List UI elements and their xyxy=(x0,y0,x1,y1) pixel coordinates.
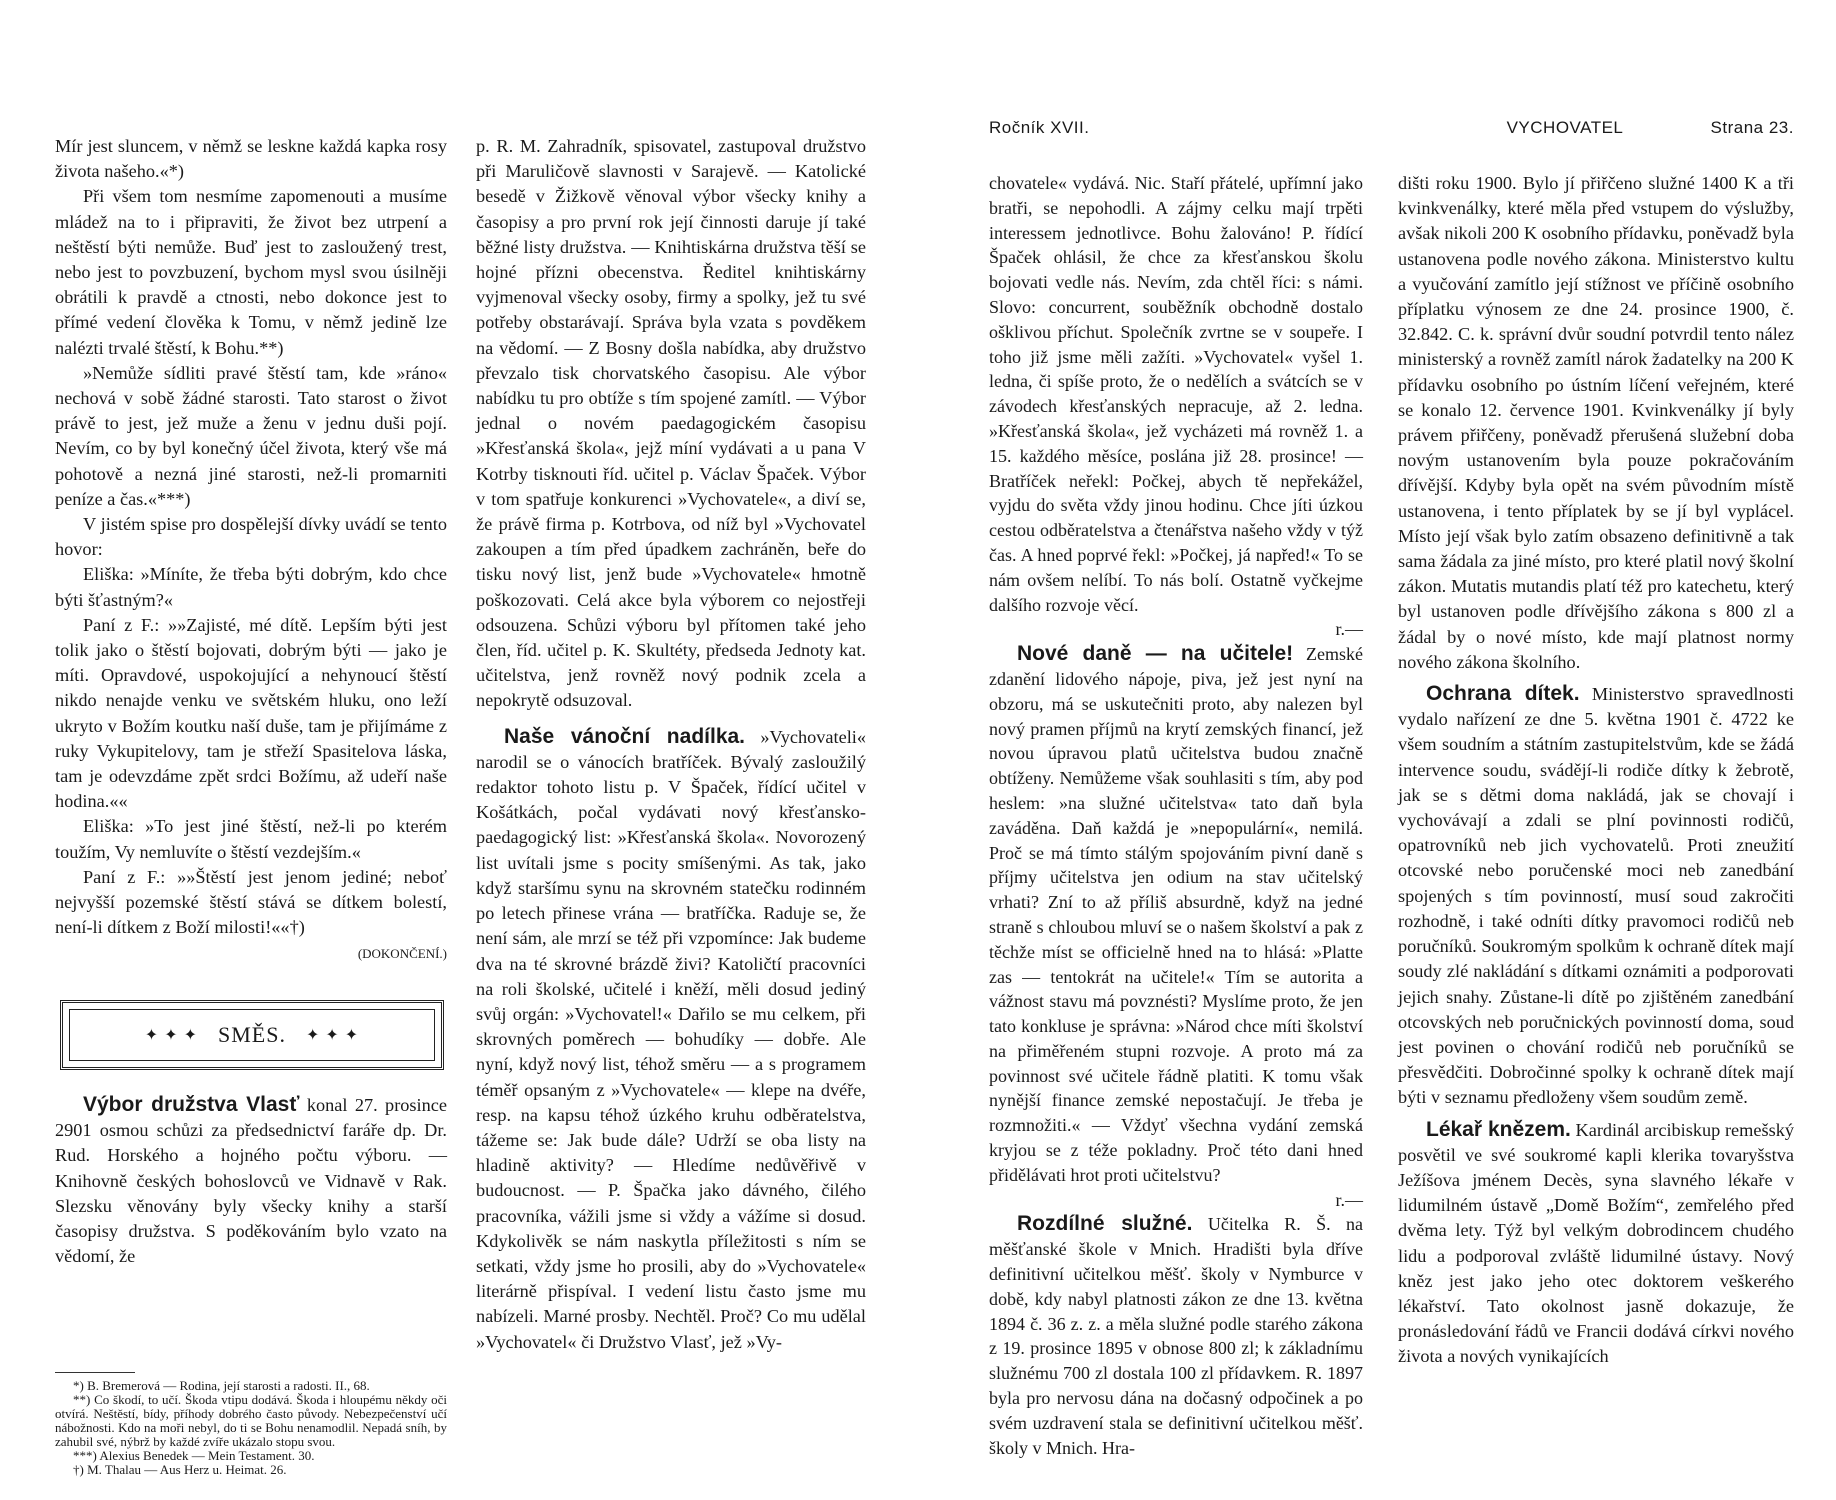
paragraph: Eliška: »To jest jiné štěstí, než-li po kterém toužím, Vy nemluvíte o štěstí vezdejším.« xyxy=(55,816,447,862)
column-3 xyxy=(989,171,1363,1460)
paragraph: p. R. M. Zahradník, spisovatel, zastupoval družstvo při Maruličově slavnosti v Sarajevě. — Katolické besedě v Žižkově věnoval výbor všecky knihy a časopisy a pro první rok její činnosti daruje jí také běžné listy družstva. — Knihtiskárna družstva těší se hojné přízni obecenstva. Ředitel knihtiskárny vyjmenoval všecky osoby, firmy a spolky, jež tu své potřeby obstarávají. Správa byla vzata s povděkem na vědomí. — Z Bosny došla nabídka, aby družstvo převzalo tisk chorvatského časopisu. Ale výbor nabídku tu pro obtíže s tím spojené zamítl. — Výbor jednal o novém paedagogickém časopisu »Křesťanská škola«, jejž míní vydávati a u pana V Kotrby tisknouti říd. učitel p. Václav Špaček. Výbor v tom spatřuje konkurenci »Vychovatele«, a diví se, že právě firma p. Kotrbova, od níž byl »Vychovatel zakoupen a tím před úpadkem zachráněn, beře do tisku nový list, jenž bude »Vychovatele« hmotně poškozovati. Celá akce byla výborem co nejostřeji odsouzena. Schůzi výboru byl přítomen také jeho člen, říd. učitel p. K. Skultéty, předseda Jednoty kat. učitelstva, jenž rovněž nový podnik zcela a nepokrytě odsuzoval. xyxy=(476,136,866,711)
news-text: »Vychovateli« narodil se o vánocích bratříček. Bývalý zasloužilý redaktor tohoto listu p. V Špaček, řídící učitel v Košátkách, počal vydávati nový křesťansko-paedagogický list: »Křesťanská škola«. Novorozený list uvítali jsme s pocity smíšenými. As tak, jako když staršímu synu na skrovném statečku rodinném po letech přinese vrána — bratříčka. Raduje se, že není sám, ale mrzí se též při vzpomínce: Jak budeme dva na té skrovné brázdě živi? Katoličtí pracovníci na roli školské, učitelé i kněží, měli dosud jediný svůj orgán: »Vychovatel!« Dařilo se mu celkem, při skrovných poměrech — bohudíky — dobře. Ale nyní, když nový list, téhož směru — a s programem téměř opsaným z »Vychovatele« — klepe na dvéře, resp. na kapsu téhož úzkého kruhu odběratelstva, tážeme se: Jak bude dále? Udrží se oba listy na hladině aktivity? — Hledíme nedůvěřivě v budoucnost. — P. Špačka jako dávného, čilého pracovníka, vážili jsme si vždy a vážíme si dosud. Kdykolivěk se nám naskytla příležitosti s ním se setkati, vždy jsme ho prosili, aby do »Vychovatele« literárně přispíval. I vedení listu často jsme mu nabízeli. Marné prosby. Nechtěl. Proč? Co mu udělal »Vychovatel« či Družstvo Vlasť, jež »Vy- xyxy=(476,726,866,1352)
column-4 xyxy=(1398,171,1794,1370)
paragraph: chovatele« vydává. Nic. Staří přátelé, upřímní jako bratři, se nepohodli. A zájmy celku mají trpěti interessem jednotlivce. Bohu žalováno! P. řídící Špaček ohlásil, že chce za křesťanskou školu bojovati vedle nás. Nevím, zda chtěl říci: s námi. Slovo: concurrent, souběžník obchodně dostalo ošklivou příchut. Společník zvrtne se v soupeře. I toho již jsme měli zažíti. »Vychovatel« vyšel 1. ledna, či spíše proto, že o nedělích a svátcích se v závodech křesťanských nepracuje, až 2. ledna. »Křesťanská škola«, jež vycházeti má rovněž 1. a 15. každého měsíce, poslána již 28. prosince! — Bratříček neřekl: Počkej, abych tě nepřekážel, vyjdu do světa vždy jinou hodinu. Chce jíti úzkou cestou odběratelstva a čtenářstva našeho vždy v týž čas. A hned poprvé řekl: »Počkej, já napřed!« To se nám ovšem nelíbí. To nás bolí. Ostatně vyčkejme dalšího rozvoje věcí. xyxy=(989,173,1363,615)
column-1 xyxy=(55,134,447,966)
footnotes xyxy=(55,1372,447,1477)
paragraph: dišti roku 1900. Bylo jí přiřčeno služné 1400 K a tři kvinkvenálky, které měla před vstupem do výslužby, avšak nikoli 200 K osobního přídavku, poněvadž byla ustanovena podle nového zákona. Ministerstvo kultu a vyučování zamítlo její stížnost ve příčině osobního příplatku výnosem ze dne 24. prosince 1900, č. 32.842. C. k. správní dvůr soudní potvrdil tento nález ministerský a rovněž zamítl nárok žadatelky na 200 K přídavku osobního po ústním líčení veřejném, které se konalo 12. července 1901. Kvinkvenálky jí byly právem přiřčeny, poněvadž přerušená služební doba novým ustanovením byla pouze pokračováním dřívější. Kdyby byla opět na svém původním místě ustanovena, i tento příplatek by se jí byl vyplácel. Místo její však bylo zatím obsazeno definitivně a tak sama žádala za jiné místo, pro které platil nový školní zákon. Mutatis mutandis platí též pro katechetu, který byl ustanoven podle dřívějšího zákona s 800 zl a žádal by o nové místo, kde mají platnost normy nového zákona školního. xyxy=(1398,173,1794,672)
signature: r.— xyxy=(1335,1189,1363,1210)
news-heading: Rozdílné služné. xyxy=(1017,1212,1193,1236)
news-heading: Ochrana dítek. xyxy=(1426,682,1580,706)
volume-label: Ročník XVII. xyxy=(989,118,1090,137)
footnote: ***) Alexius Benedek — Mein Testament. 30. xyxy=(73,1448,315,1463)
ornament-right: ✦ ✦ ✦ xyxy=(305,1027,360,1044)
news-item xyxy=(989,1212,1363,1460)
section-title: SMĚS. xyxy=(218,1022,286,1047)
news-text: konal 27. prosince 2901 osmou schůzi za předsednictví faráře dp. Dr. Rud. Horského a hojného počtu výboru. — Knihovně českých bohoslovců ve Vidnavě v Rak. Slezsku věnovány byly všecky knihy a starší časopisy družstva. S poděkováním bylo vzato na vědomí, že xyxy=(55,1095,447,1267)
news-heading: Výbor družstva Vlasť xyxy=(83,1093,300,1116)
ornament-left: ✦ ✦ ✦ xyxy=(144,1027,198,1044)
signature: r.— xyxy=(1335,619,1363,640)
paragraph: V jistém spise pro dospělejší dívky uvádí se tento hovor: xyxy=(55,514,447,560)
news-item xyxy=(476,724,866,1355)
news-item xyxy=(1398,1117,1794,1370)
page-number: Strana 23. xyxy=(1710,118,1794,137)
paragraph: Paní z F.: »»Zajisté, mé dítě. Lepším býti jest tolik jako o štěstí bojovati, dobrým býti — jako je míti. Opravdové, uspokojující a nehynoucí štěstí nikdo nenajde venku ve světském hluku, ono leží ukryto v Božím koutku naší duše, tam je přijímáme z ruky Vykupitelovy, tam je střeží Spasitelova láska, tam je odevzdáme zpět srdci Božímu, až udeří naše hodina.«« xyxy=(55,614,447,812)
news-heading: Nové daně — na učitele! xyxy=(1017,642,1294,666)
footnote-divider xyxy=(55,1372,135,1373)
column-1-lower xyxy=(55,1092,447,1269)
paragraph: Při všem tom nesmíme zapomenouti a musíme mládež na to i připraviti, že život bez utrpení a neštěstí býti nemůže. Buď jest to zasloužený trest, nebo jest to povzbuzení, bychom mysl svou úsilněji obrátili k pravdě a ctnosti, nebo dokonce jest to přímé vedení člověka k Tomu, v němž jedině lze nalézti trvalé štěstí, k Bohu.**) xyxy=(55,186,447,358)
news-heading: Lékař knězem. xyxy=(1426,1117,1571,1141)
news-text: Kardinál arcibiskup remešský posvětil ve své soukromé kapli klerika tovaryšstva Ježíšova jménem Decès, syna slavného lékaře v lidumilném ústavě „Domě Božím“, zemřelého před dvěma lety. Týž byl velkým dobrodincem chudého lidu a podporoval zvláště lidumilné ústavy. Nový kněz jest jako jeho otec doktorem veškerého lékařství. Tato okolnost jasně dokazuje, že pronásledování řádů ve Francii dodává církvi nového života a nových vynikajících xyxy=(1398,1119,1794,1367)
news-text: Učitelka R. Š. na měšťanské škole v Mnich. Hradišti byla dříve definitivní učitelkou měšť. školy v Nymburce v době, kdy nabyl platnosti zákon ze dne 13. května 1894 č. 36 z. z. a měla služné podle starého zákona z 19. prosince 1895 v obnose 800 zl; k základnímu služnému 700 zl dostala 100 zl přídavkem. R. 1897 byla pro nervosu dána na dočasný odpočinek a po svém uzdravení stala se definitivní učitelkou měšť. školy v Mnich. Hra- xyxy=(989,1214,1364,1458)
footnote: *) B. Bremerová — Rodina, její starosti a radosti. II., 68. xyxy=(73,1378,370,1393)
journal-title: VYCHOVATEL xyxy=(1506,118,1624,137)
paragraph: Eliška: »Míníte, že třeba býti dobrým, kdo chce býti šťastným?« xyxy=(55,564,447,610)
section-box-smes xyxy=(60,1000,444,1070)
news-heading: Naše vánoční nadílka. xyxy=(504,724,746,748)
footnote: **) Co škodí, to učí. Škoda vtipu dodává. Škoda i hloupému někdy oči otvírá. Neštěstí, bídy, příhody dobrého často původy. Nebezpečenství učí nábožnosti. Kdo na moři nebyl, do ti se Bohu nenamodlil. Nepadá sníh, by zahubil své, nýbrž by každé zvíře ukázalo stopu svou. xyxy=(55,1392,447,1449)
paragraph: Mír jest sluncem, v němž se leskne každá kapka rosy života našeho.«*) xyxy=(55,136,447,182)
column-2 xyxy=(476,134,866,1355)
footnote: †) M. Thalau — Aus Herz u. Heimat. 26. xyxy=(73,1462,287,1477)
paragraph: »Nemůže sídliti pravé štěstí tam, kde »ráno« nechová v sobě žádné starosti. Tato starost o život právě to jest, jež muže a ženu v jednu duši pojí. Nevím, co by byl konečný účel života, který vše má pohotově a nezná jiné starosti, než-li promarniti peníze a čas.«***) xyxy=(55,362,447,509)
news-item xyxy=(989,642,1363,1188)
paragraph: Paní z F.: »»Štěstí jest jenom jediné; neboť nejvyšší pozemské štěstí stává se dítkem bolestí, není-li dítkem z Boží milosti!««†) xyxy=(55,866,447,938)
news-text: Ministerstvo spravedlnosti vydalo nařízení ze dne 5. května 1901 č. 4722 ke všem soudním a státním zastupitelstvům, kde se žádá intervence soudu, svádějí-li rodiče dítky k žebrotě, jak se s dětmi doma nakládá, jak se chovají i vychovávají a zdali se plní povinnosti rodičů, opatrovníků neb jich vychovatelů. Proti zneužití otcovské nebo poručenské moci neb zanedbání spojených s tím povinností, musí soud zakročiti rozhodně, i také odníti dítky pravomoci rodičů neb poručníků. Soukromým spolkům k ochraně dítek mají soudy zlé nakládání s dítkami oznámiti a podporovati jejich snahy. Zůstane-li dítě po zjištěném zanedbání otcovských neb poručnických povinností doma, soud jest povinen o chování rodičů neb poručníků se přesvědčiti. Dobročinné spolky k ochraně dítek mají býti v seznamu předloženy všem soudům země. xyxy=(1398,684,1795,1108)
continuation-note: (DOKONČENÍ.) xyxy=(357,945,447,961)
news-item xyxy=(1398,681,1794,1110)
news-item xyxy=(55,1092,447,1269)
news-text: Zemské zdanění lidového nápoje, piva, jež jest nyní na obzoru, má se uskutečniti proto, aby nalezen byl nový pramen příjmů na krytí zemských financí, jež novou úpravou platů učitelstva budou značně obtíženy. Nemůžeme však souhlasiti s tím, aby pod heslem: »na služné učitelstva« tato daň byla zaváděna. Daň každá je »nepopulární«, nemilá. Proč se má tímto stálým spojováním pivní daně s příjmy učitelstva jen odium na stav učitelský vrhati? Zní to až příliš absurdně, když na jedné straně s chloubou mluví se o našem školství a pak z těchže míst se officielně hned na to hlásá: »Platte zas — tentokrát na učitele!« Tím se autorita a vážnost stavu má povznésti? Myslíme proto, že jen tato konkluse je správna: »Národ chce míti školství na přiměřeném stupni rozvoje. A proto má za povinnost své učitele řádně platiti. K tomu však nynější finance zemské nepostačují. Je třeba je rozmnožiti.« — Vždyť všechna vydání zemská kryjou se z téže pokladny. Proč této dani hned přidělávati hrot proti učitelstvu? xyxy=(989,644,1363,1185)
